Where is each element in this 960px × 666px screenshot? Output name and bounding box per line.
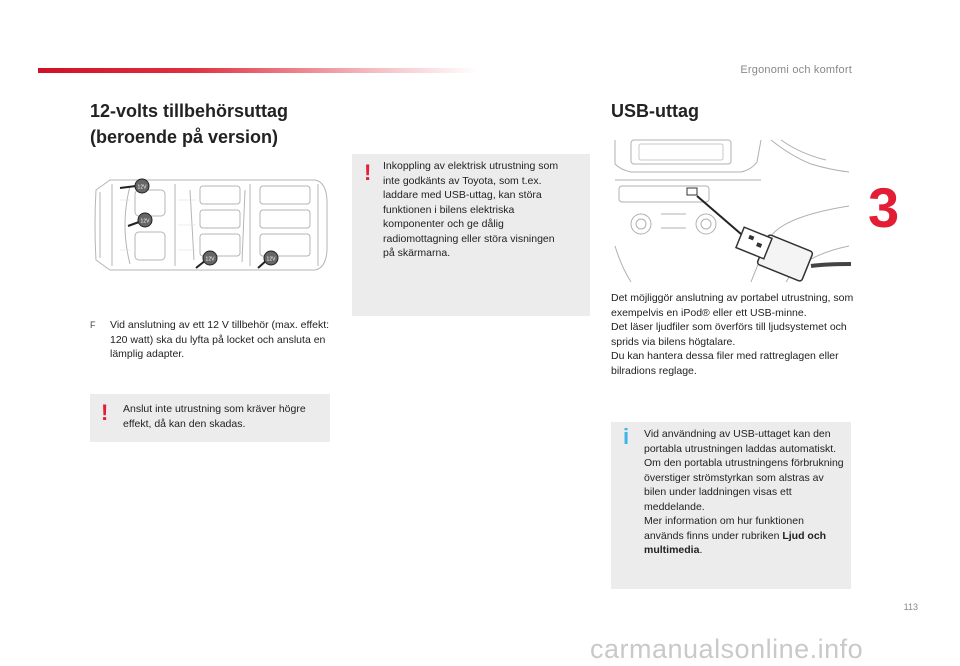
info-text [644,427,844,558]
bullet-text: Vid anslutning av ett 12 V tillbehör (max. effekt: 120 watt) ska du lyfta på locket och ansluta en lämplig adapter. [110,319,330,360]
warning-text-middle: Inkoppling av elektrisk utrustning som inte godkänts av Toyota, som t.ex. laddare med USB-uttag, kan störa funktionen i bilens elektriska komponenter och ge dålig radiomottagning eller störa visningen på skärmarna. [383,160,559,259]
section-title-12v [90,98,288,150]
svg-text:12V: 12V [205,256,215,263]
warning-box-left [90,394,330,442]
info-text-bold: Ljud och multimedia [644,529,827,556]
usb-port [687,188,697,195]
title-line-1: 12-volts tillbehörsuttag [90,101,289,121]
chapter-title: Ergonomi och komfort [740,64,852,76]
svg-text:12V: 12V [266,256,276,263]
chapter-number: 3 [868,176,900,239]
bullet-marker: F [90,320,96,330]
section-title-usb: USB-uttag [611,101,699,121]
info-text-1: Vid användning av USB-uttaget kan den portabla utrustningen laddas automatiskt. [644,428,837,455]
info-text-2: Om den portabla utrustningens förbrukning överstiger strömstyrkan som alstras av bilen under laddningen visas ett meddelande. [644,457,844,513]
warning-icon: ! [364,160,372,185]
usb-paragraph-1: Det möjliggör anslutning av portabel utrustning, som exempelvis en iPod® eller ett USB-minne. [611,292,854,319]
svg-text:12V: 12V [137,184,147,191]
title-line-2: (beroende på version) [90,127,279,147]
info-text-3: Mer information om hur funktionen används finns under rubriken Ljud och multimedia. [644,515,827,556]
usb-paragraph-2: Det läser ljudfiler som överförs till ljudsystemet och sprids via bilens högtalare. [611,321,847,348]
warning-text-left: Anslut inte utrustning som kräver högre effekt, då kan den skadas. [123,403,306,430]
vehicle-topview-illustration [90,170,330,280]
page-number: 113 [903,602,918,612]
info-icon: i [623,424,630,449]
warning-box-middle [352,154,590,316]
usb-description [611,291,857,378]
usb-plug-icon [736,227,851,282]
svg-text:12V: 12V [140,218,150,225]
watermark: carmanualsonline.info [590,634,864,664]
chapter-color-bar [38,68,478,73]
warning-icon: ! [101,400,109,425]
usb-paragraph-3: Du kan hantera dessa filer med rattreglagen eller bilradions reglage. [611,350,839,377]
usb-port-illustration [611,136,852,284]
info-box-usb [611,422,851,589]
